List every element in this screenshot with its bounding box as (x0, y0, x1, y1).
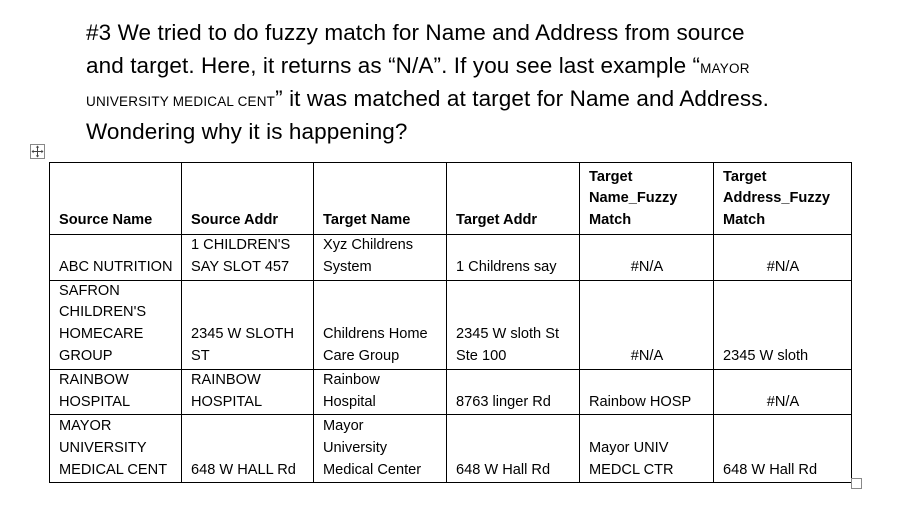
table-cell: Xyz Childrens System (314, 235, 447, 281)
table-cell: ABC NUTRITION (50, 235, 182, 281)
table-cell: 2345 W sloth St Ste 100 (447, 280, 580, 369)
question-line-2 (86, 49, 876, 82)
header-cell: Source Addr (182, 163, 314, 235)
header-cell: Target Address_Fuzzy Match (714, 163, 852, 235)
table-cell: #N/A (580, 280, 714, 369)
question-line-3-smallcaps: UNIVERSITY MEDICAL CENT (86, 94, 276, 109)
table-cell: 2345 W SLOTH ST (182, 280, 314, 369)
question-line-2-text: and target. Here, it returns as “N/A”. If you see last example “ (86, 53, 701, 78)
table-cell: 1 Childrens say (447, 235, 580, 281)
question-paragraph (86, 16, 876, 148)
header-row (50, 163, 852, 235)
question-line-4: Wondering why it is happening? (86, 119, 408, 144)
question-line-3-text: ” it was matched at target for Name and Address. (275, 86, 769, 111)
header-cell: Target Addr (447, 163, 580, 235)
table-cell: 1 CHILDREN'S SAY SLOT 457 (182, 235, 314, 281)
table-row (50, 415, 852, 483)
question-line-1: #3 We tried to do fuzzy match for Name and Address from source (86, 20, 745, 45)
table-cell: 648 W HALL Rd (182, 415, 314, 483)
question-line-2-smallcaps: MAYOR (700, 61, 750, 76)
table-cell: RAINBOW HOSPITAL (182, 369, 314, 415)
table-row (50, 280, 852, 369)
table-row (50, 235, 852, 281)
table-cell: SAFRON CHILDREN'S HOMECARE GROUP (50, 280, 182, 369)
table-cell: #N/A (714, 369, 852, 415)
table-cell: Rainbow Hospital (314, 369, 447, 415)
table-resize-handle[interactable] (851, 478, 862, 489)
header-cell: Target Name (314, 163, 447, 235)
table-cell: RAINBOW HOSPITAL (50, 369, 182, 415)
data-table (49, 162, 852, 483)
header-cell: Target Name_Fuzzy Match (580, 163, 714, 235)
table-row (50, 369, 852, 415)
table-cell: #N/A (580, 235, 714, 281)
header-cell: Source Name (50, 163, 182, 235)
table-cell: Mayor University Medical Center (314, 415, 447, 483)
table-cell: 8763 linger Rd (447, 369, 580, 415)
table-cell: Rainbow HOSP (580, 369, 714, 415)
table-cell: Childrens Home Care Group (314, 280, 447, 369)
table-cell: 648 W Hall Rd (714, 415, 852, 483)
table-cell: MAYOR UNIVERSITY MEDICAL CENT (50, 415, 182, 483)
table-move-handle-icon[interactable] (30, 144, 45, 159)
question-line-3 (86, 82, 876, 115)
table-cell: #N/A (714, 235, 852, 281)
table-cell: 2345 W sloth (714, 280, 852, 369)
table-cell: Mayor UNIV MEDCL CTR (580, 415, 714, 483)
table-cell: 648 W Hall Rd (447, 415, 580, 483)
